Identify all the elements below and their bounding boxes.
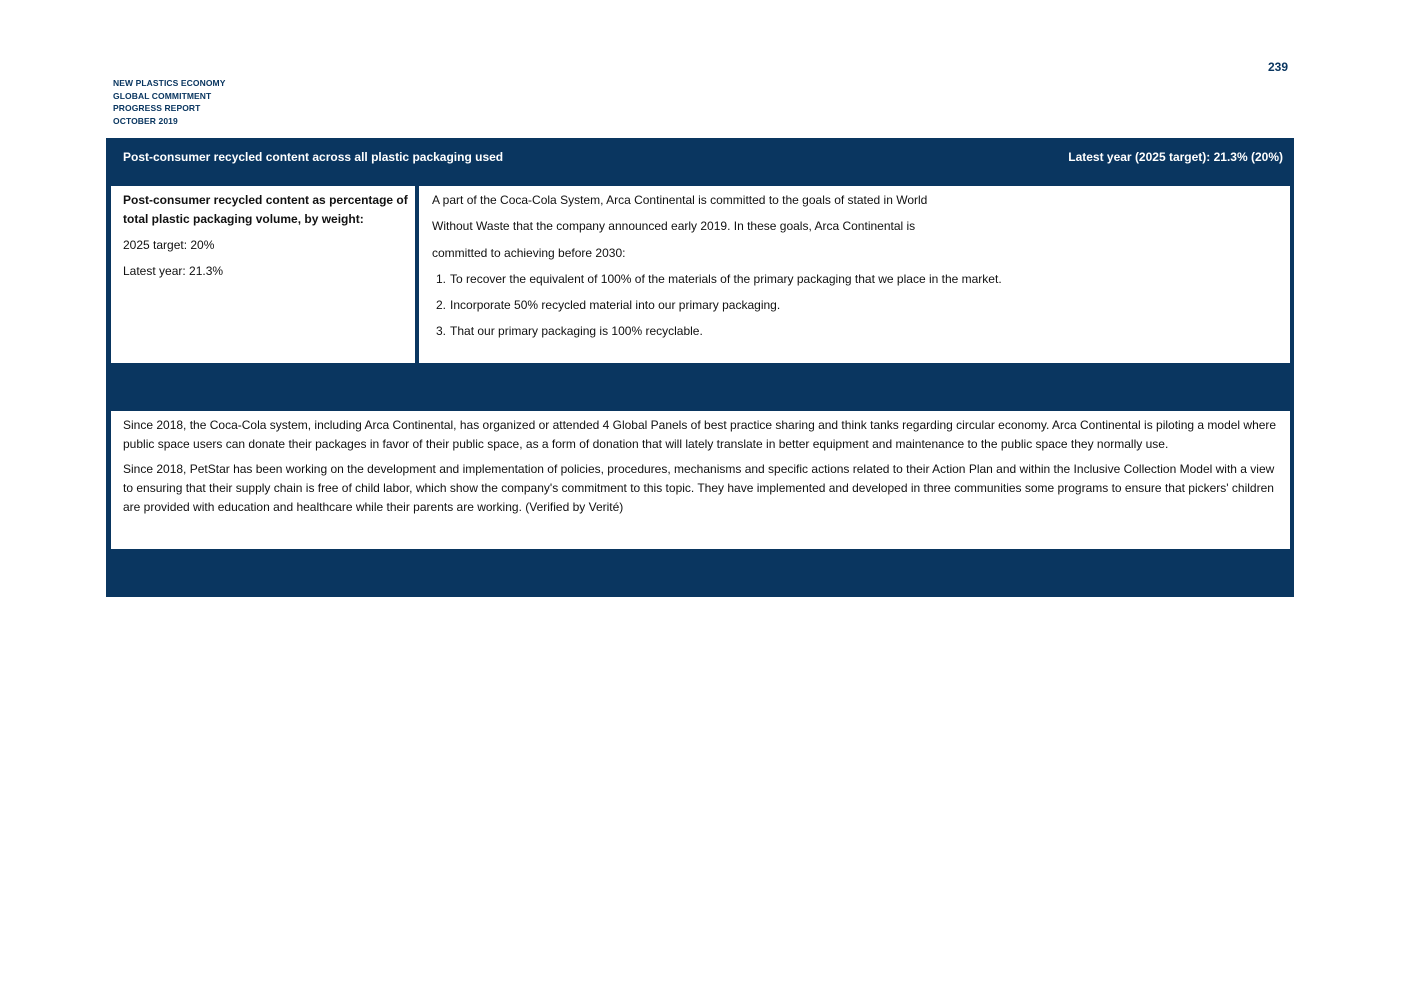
pcr-metric-title: Post-consumer recycled content as percentage of total plastic packaging volume, by weight: [123,193,408,226]
page-number: 239 [1267,60,1288,74]
pcr-description-box [419,186,1290,363]
volume-section-title: Volume of plastic packaging produced [123,973,343,987]
pcr-section-title: Post-consumer recycled content across all plastic packaging used [123,150,504,164]
volume-section-status: Submitted to the Foundation only [1091,973,1283,987]
pcr-description-line: committed to achieving before 2030: [432,245,626,260]
goal-number: 1. [436,271,447,286]
pcr-section-bar [106,138,1294,185]
optional-commitments-box [111,411,1290,549]
report-header-line: OCTOBER 2019 [113,115,178,126]
goal-number: 3. [436,324,447,339]
goal-list-item [432,270,1280,296]
pcr-section-status: Latest year (2025 target): 21.3% (20%) [1068,150,1283,164]
goal-text: Incorporate 50% recycled material into our primary packaging. [450,298,781,313]
pcr-target-value: 2025 target: 20% [123,238,215,252]
report-header [113,77,226,127]
goal-text: That our primary packaging is 100% recyclable. [450,324,703,339]
commitment-panel [106,138,1294,987]
pcr-description-line: A part of the Coca-Cola System, Arca Continental is committed to the goals of stated in World [432,193,928,207]
report-header-line: GLOBAL COMMITMENT [113,90,212,101]
report-header-line: PROGRESS REPORT [113,103,201,113]
goal-text: To recover the equivalent of 100% of the materials of the primary packaging that we place in the market. [450,271,1002,286]
optional-commitment-paragraph: Since 2018, the Coca-Cola system, including Arca Continental, has organized or attended 4 Global Panels of best practice sharing and think tanks regarding circular economy. Arca Continental is piloting a model where public space users can donate their packages in favor of their public space, as a form of donation that will lately translate in better equipment and maintenance to the public space they normally use. [123,418,1277,451]
optional-commitments-title: Optional commitments made [123,601,288,615]
report-header-line: NEW PLASTICS ECONOMY [113,78,226,88]
goal-list-item [432,296,1280,322]
pcr-metric-box [111,186,415,363]
goal-list-item [432,322,1280,348]
pcr-description-line: Without Waste that the company announced early 2019. In these goals, Arca Continental is [432,219,916,234]
optional-commitment-paragraph: Since 2018, PetStar has been working on the development and implementation of policies, procedures, mechanisms and specific actions related to their Action Plan and within the Inclusive Collection Model with a view to ensuring that their supply chain is free of child labor, which show the company's commitment to this topic. They have implemented and developed in three communities some programs to ensure that pickers' children are provided with education and healthcare while their parents are working. (Verified by Verité) [123,462,1275,514]
goal-number: 2. [436,298,447,313]
pcr-latest-value: Latest year: 21.3% [123,264,224,278]
